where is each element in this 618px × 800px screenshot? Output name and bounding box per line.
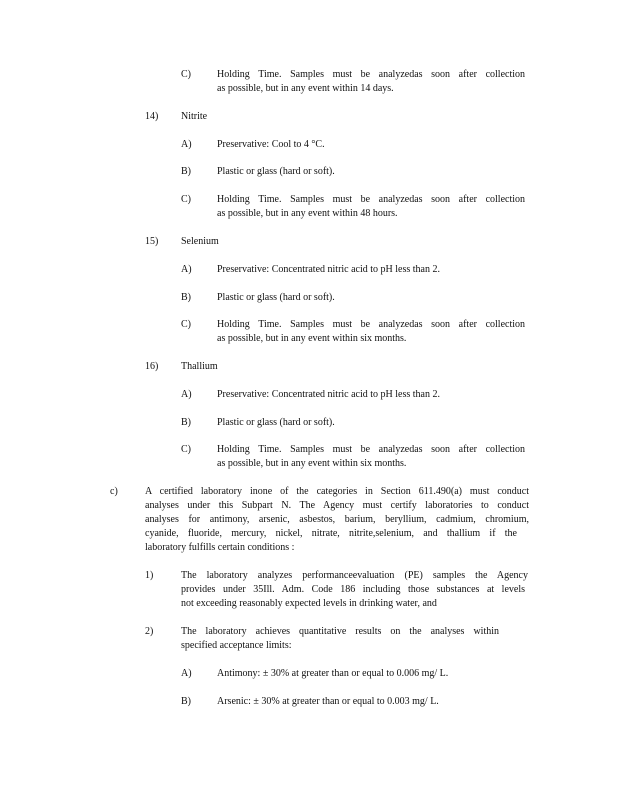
text-line: Preservative: Concentrated nitric acid to pH less than 2. (217, 264, 440, 275)
item-text (217, 291, 335, 305)
item-label: A) (181, 668, 192, 679)
text-line: Preservative: Cool to 4 °C. (217, 139, 325, 150)
text-line: Nitrite (181, 111, 208, 122)
text-line: as possible, but in any event within six months. (217, 458, 407, 469)
text-line: Thallium (181, 361, 218, 372)
text-line: analyses for antimony, arsenic, asbestos, barium, beryllium, cadmium, chromium, (145, 514, 529, 525)
item-text (217, 416, 335, 430)
item-text (217, 138, 325, 152)
text-line: Preservative: Concentrated nitric acid to pH less than 2. (217, 389, 440, 400)
item-label: C) (181, 69, 191, 80)
text-line: as possible, but in any event within 48 hours. (217, 208, 398, 219)
text-line: Holding Time. Samples must be analyzedas soon after collection (217, 69, 525, 80)
item-label: C) (181, 194, 191, 205)
item-label: c) (110, 486, 118, 497)
item-text (217, 318, 525, 346)
item-label: C) (181, 444, 191, 455)
item-label: A) (181, 264, 192, 275)
item-label: 14) (145, 111, 159, 122)
item-label: B) (181, 292, 191, 303)
text-line: Holding Time. Samples must be analyzedas soon after collection (217, 319, 525, 330)
text-line: laboratory fulfills certain conditions : (145, 542, 295, 553)
item-text (217, 165, 335, 179)
item-label: A) (181, 389, 192, 400)
item-text (217, 68, 525, 96)
item-text (217, 695, 439, 709)
text-line: analyses under this Subpart N. The Agency must certify laboratories to conduct (145, 500, 529, 511)
text-line: Holding Time. Samples must be analyzedas soon after collection (217, 194, 525, 205)
item-label: 1) (145, 570, 154, 581)
text-line: Holding Time. Samples must be analyzedas soon after collection (217, 444, 525, 455)
item-text (181, 569, 528, 611)
item-text (217, 667, 448, 681)
text-line: Arsenic: ± 30% at greater than or equal to 0.003 mg/ L. (217, 696, 439, 707)
item-label: B) (181, 696, 191, 707)
item-label: 16) (145, 361, 159, 372)
item-heading (181, 360, 218, 374)
text-line: Selenium (181, 236, 219, 247)
text-line: cyanide, fluoride, mercury, nickel, nitrate, nitrite,selenium, and thallium if the (145, 528, 517, 539)
text-line: Antimony: ± 30% at greater than or equal to 0.006 mg/ L. (217, 668, 449, 679)
text-line: A certified laboratory inone of the categories in Section 611.490(a) must conduct (145, 486, 529, 497)
item-label: B) (181, 166, 191, 177)
item-heading (181, 235, 219, 249)
text-line: provides under 35Ill. Adm. Code 186 including those substances at levels (181, 584, 525, 595)
item-label: 2) (145, 626, 154, 637)
item-text (217, 443, 525, 471)
item-text (217, 388, 440, 402)
item-label: B) (181, 417, 191, 428)
text-line: Plastic or glass (hard or soft). (217, 417, 335, 428)
text-line: The laboratory analyzes performanceevaluation (PE) samples the Agency (181, 570, 528, 581)
text-line: Plastic or glass (hard or soft). (217, 292, 335, 303)
item-text (217, 263, 440, 277)
text-line: The laboratory achieves quantitative results on the analyses within (181, 626, 499, 637)
text-line: as possible, but in any event within six months. (217, 333, 407, 344)
text-line: specified acceptance limits: (181, 640, 292, 651)
item-heading (181, 110, 207, 124)
text-line: as possible, but in any event within 14 days. (217, 83, 394, 94)
item-label: A) (181, 139, 192, 150)
item-label: 15) (145, 236, 159, 247)
text-line: not exceeding reasonably expected levels in drinking water, and (181, 598, 437, 609)
text-line: Plastic or glass (hard or soft). (217, 166, 335, 177)
item-text (145, 485, 529, 555)
item-text (217, 193, 525, 221)
item-text (181, 625, 499, 653)
item-label: C) (181, 319, 191, 330)
